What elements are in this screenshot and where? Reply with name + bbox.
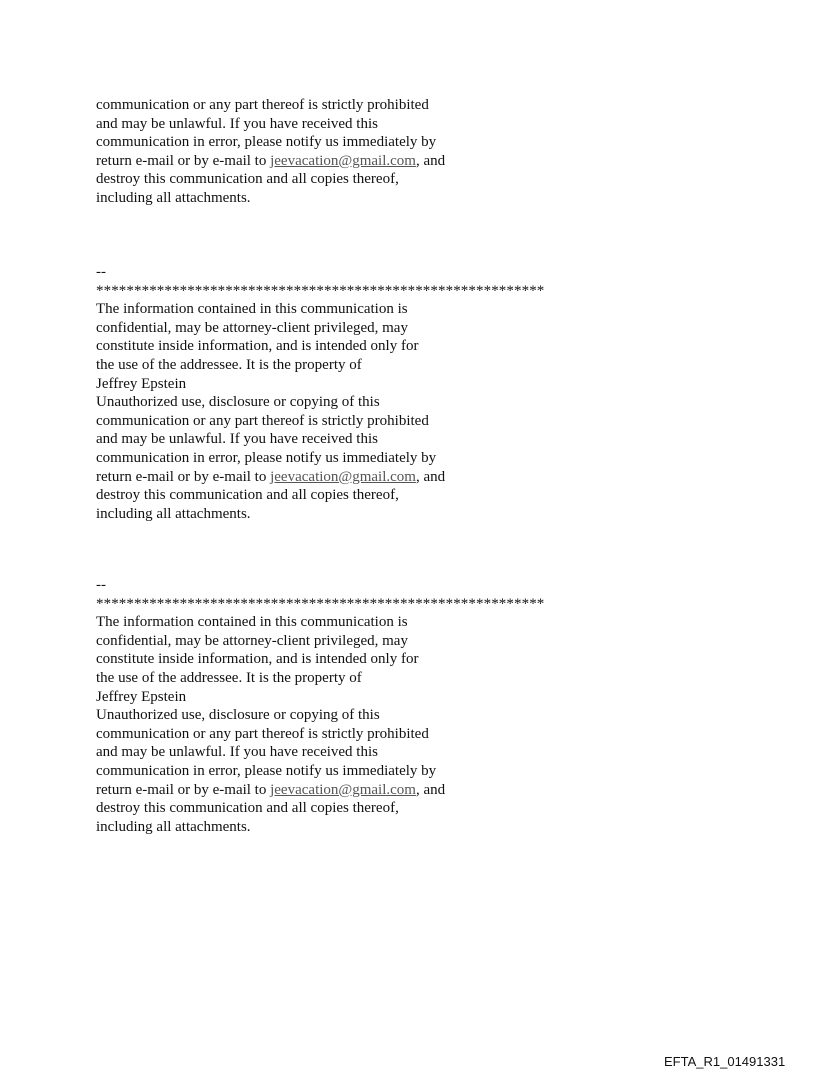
disclaimer-email-line xyxy=(96,468,656,487)
disclaimer-line: destroy this communication and all copies thereof, xyxy=(96,800,399,817)
email-line-suffix: , and xyxy=(415,781,446,798)
disclaimer-line: communication or any part thereof is strictly prohibited xyxy=(96,725,429,742)
disclaimer-line: destroy this communication and all copies thereof, xyxy=(96,171,399,188)
disclaimer-line: communication or any part thereof is strictly prohibited xyxy=(96,97,429,113)
disclaimer-line: communication in error, please notify us immediately by xyxy=(96,762,437,779)
disclaimer-line: Jeffrey Epstein xyxy=(96,375,187,392)
disclaimer-line: including all attachments. xyxy=(96,818,251,835)
email-link[interactable]: jeevacation@gmail.com xyxy=(270,152,416,169)
disclaimer-line: Jeffrey Epstein xyxy=(96,688,187,705)
disclaimer-line: and may be unlawful. If you have received this xyxy=(96,115,378,132)
disclaimer-line: the use of the addressee. It is the property of xyxy=(96,669,362,686)
disclaimer-email-line xyxy=(96,781,656,800)
disclaimer-line: constitute inside information, and is intended only for xyxy=(96,651,419,668)
disclaimer-line: constitute inside information, and is intended only for xyxy=(96,338,419,355)
disclaimer-block-2 xyxy=(96,263,656,523)
email-link[interactable]: jeevacation@gmail.com xyxy=(270,781,416,798)
disclaimer-line: destroy this communication and all copies thereof, xyxy=(96,487,399,504)
disclaimer-line: including all attachments. xyxy=(96,189,251,206)
disclaimer-line: Unauthorized use, disclosure or copying of this xyxy=(96,394,380,411)
disclaimer-line: confidential, may be attorney-client privileged, may xyxy=(96,319,408,336)
disclaimer-email-line xyxy=(96,152,656,171)
email-line-suffix: , and xyxy=(415,468,446,485)
disclaimer-line: communication in error, please notify us immediately by xyxy=(96,134,437,151)
disclaimer-line: and may be unlawful. If you have received this xyxy=(96,431,378,448)
disclaimer-line: including all attachments. xyxy=(96,505,251,522)
disclaimer-line: confidential, may be attorney-client privileged, may xyxy=(96,632,408,649)
email-line-prefix: return e-mail or by e-mail to xyxy=(96,152,271,169)
disclaimer-block-3 xyxy=(96,576,656,836)
email-line-prefix: return e-mail or by e-mail to xyxy=(96,781,271,798)
disclaimer-line: communication in error, please notify us immediately by xyxy=(96,449,437,466)
document-id-stamp: EFTA_R1_01491331 xyxy=(664,1054,786,1069)
email-line-suffix: , and xyxy=(415,152,446,169)
disclaimer-line: The information contained in this communication is xyxy=(96,301,408,318)
signature-separator: -- xyxy=(96,264,106,280)
disclaimer-block-1 xyxy=(96,96,656,208)
disclaimer-line: the use of the addressee. It is the property of xyxy=(96,356,362,373)
disclaimer-line: The information contained in this communication is xyxy=(96,614,408,631)
disclaimer-line: communication or any part thereof is strictly prohibited xyxy=(96,412,429,429)
email-line-prefix: return e-mail or by e-mail to xyxy=(96,468,271,485)
disclaimer-line: and may be unlawful. If you have received this xyxy=(96,744,378,761)
asterisk-divider: *********************************************************** xyxy=(96,595,545,612)
email-link[interactable]: jeevacation@gmail.com xyxy=(270,468,416,485)
disclaimer-line: Unauthorized use, disclosure or copying of this xyxy=(96,707,380,724)
asterisk-divider: *********************************************************** xyxy=(96,282,545,299)
signature-separator: -- xyxy=(96,577,106,593)
